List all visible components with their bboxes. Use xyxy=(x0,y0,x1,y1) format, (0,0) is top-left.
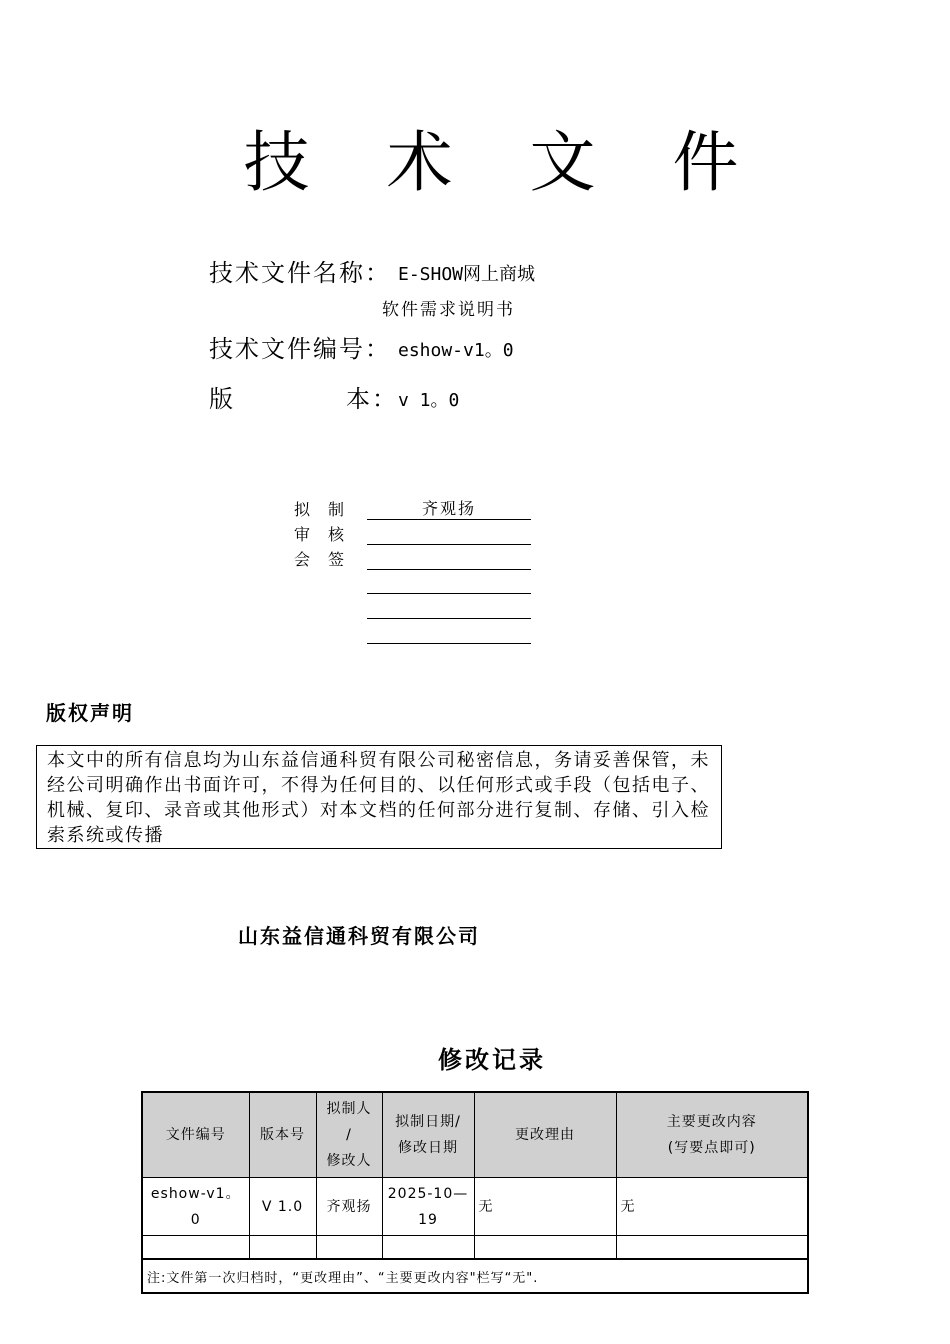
table-cell: 2025-10— 19 xyxy=(382,1178,474,1236)
table-cell: 无 xyxy=(616,1178,808,1236)
table-cell xyxy=(249,1236,316,1260)
table-cell xyxy=(382,1236,474,1260)
header-cell: 拟制日期/ 修改日期 xyxy=(382,1092,474,1178)
table-cell xyxy=(616,1236,808,1260)
header-cell: 版本号 xyxy=(249,1092,316,1178)
table-cell: eshow-v1。0 xyxy=(142,1178,249,1236)
countersign-line-3 xyxy=(367,598,531,619)
countersign-line-2 xyxy=(367,573,531,594)
table-cell: 齐观扬 xyxy=(316,1178,382,1236)
file-name-label: 技术文件名称： xyxy=(209,259,391,287)
version-label-a: 版 xyxy=(209,385,235,413)
copyright-heading: 版权声明 xyxy=(46,701,134,725)
header-cell: 主要更改内容 (写要点即可) xyxy=(616,1092,808,1178)
table-row xyxy=(142,1236,808,1260)
table-cell xyxy=(142,1236,249,1260)
header-cell: 拟制人 / 修改人 xyxy=(316,1092,382,1178)
document-title: 技 术 文 件 xyxy=(243,124,767,201)
countersign-line-1 xyxy=(367,549,531,570)
table-cell xyxy=(316,1236,382,1260)
header-cell: 更改理由 xyxy=(474,1092,616,1178)
file-name-value: E-SHOW网上商城 xyxy=(398,264,536,285)
draft-label: 拟制 xyxy=(294,500,363,519)
revision-record-title: 修改记录 xyxy=(438,1046,546,1074)
draft-value: 齐观扬 xyxy=(421,499,476,518)
copyright-text: 本文中的所有信息均为山东益信通科贸有限公司秘密信息，务请妥善保管，未经公司明确作出书面许可，不得为任何目的、以任何形式或手段（包括电子、机械、复印、录音或其他形式）对本文档的任何部分进行复制、存储、引入检索系统或传播 xyxy=(36,745,722,849)
countersign-line-4 xyxy=(367,623,531,644)
review-label: 审核 xyxy=(294,525,363,544)
review-signature-line xyxy=(367,524,531,545)
table-cell xyxy=(474,1236,616,1260)
file-number-label: 技术文件编号： xyxy=(209,335,391,363)
header-cell: 文件编号 xyxy=(142,1092,249,1178)
revision-record-table xyxy=(141,1091,809,1294)
table-cell: V 1.0 xyxy=(249,1178,316,1236)
table-note: 注:文件第一次归档时，“更改理由”、“主要更改内容"栏写“无". xyxy=(142,1259,808,1293)
table-note-row xyxy=(142,1259,808,1293)
draft-signature-line xyxy=(367,499,531,520)
version-label-b: 本： xyxy=(346,385,398,413)
version-value: v 1。0 xyxy=(398,390,460,411)
file-number-value: eshow-v1。0 xyxy=(398,340,514,361)
file-name-value-line2: 软件需求说明书 xyxy=(382,300,515,320)
countersign-label: 会签 xyxy=(294,550,363,569)
table-row xyxy=(142,1178,808,1236)
table-cell: 无 xyxy=(474,1178,616,1236)
company-name: 山东益信通科贸有限公司 xyxy=(238,924,480,948)
table-header-row xyxy=(142,1092,808,1178)
